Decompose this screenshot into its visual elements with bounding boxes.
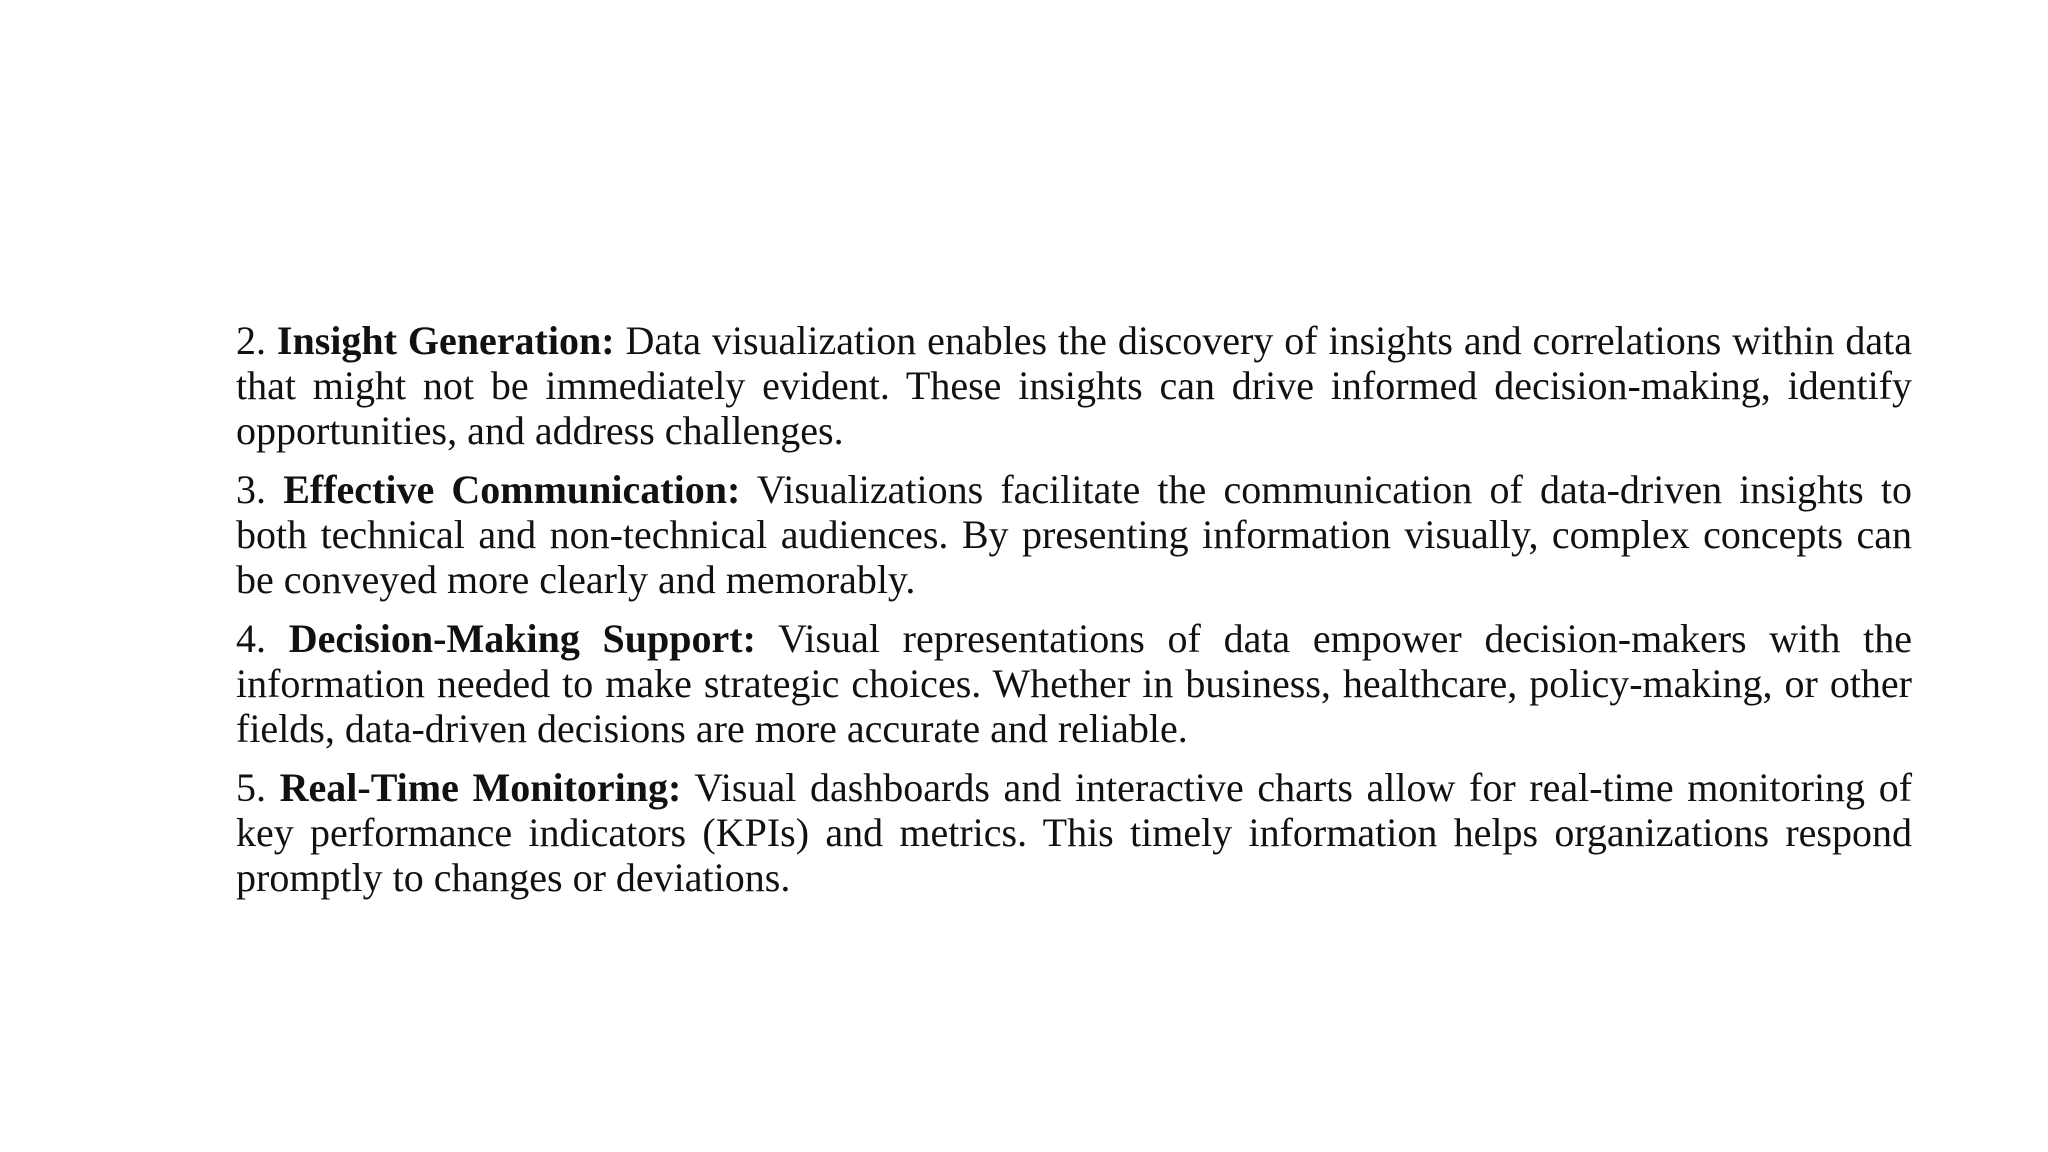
item-term: Insight Generation: bbox=[276, 318, 615, 363]
item-text: Visualizations facilitate the communication of data-driven insights to both technical and non-technical audiences. By presenting information visually, complex concepts can be conveyed more clearly and memorably. bbox=[236, 467, 1913, 602]
item-term: Real-Time Monitoring: bbox=[279, 765, 682, 810]
list-item-real-time-monitoring bbox=[236, 765, 1912, 900]
list-content bbox=[236, 318, 1912, 914]
item-text: Data visualization enables the discovery of insights and correlations within data that might not be immediately evident. These insights can drive informed decision-making, identify opportunities, and address challenges. bbox=[236, 318, 1913, 453]
item-number: 3. bbox=[236, 467, 266, 512]
item-number: 5. bbox=[236, 765, 266, 810]
item-term: Decision-Making Support: bbox=[288, 616, 756, 661]
item-term: Effective Communication: bbox=[283, 467, 741, 512]
list-item-decision-making-support bbox=[236, 616, 1912, 751]
list-item-effective-communication bbox=[236, 467, 1912, 602]
item-text: Visual representations of data empower decision-makers with the information needed to make strategic choices. Whether in business, healthcare, policy-making, or other fields, data-driven decisions are more accurate and reliable. bbox=[236, 616, 1912, 751]
item-number: 4. bbox=[236, 616, 266, 661]
item-number: 2. bbox=[236, 318, 266, 363]
list-item-insight-generation bbox=[236, 318, 1912, 453]
item-text: Visual dashboards and interactive charts allow for real-time monitoring of key performance indicators (KPIs) and metrics. This timely information helps organizations respond promptly to changes or deviations. bbox=[236, 765, 1913, 900]
